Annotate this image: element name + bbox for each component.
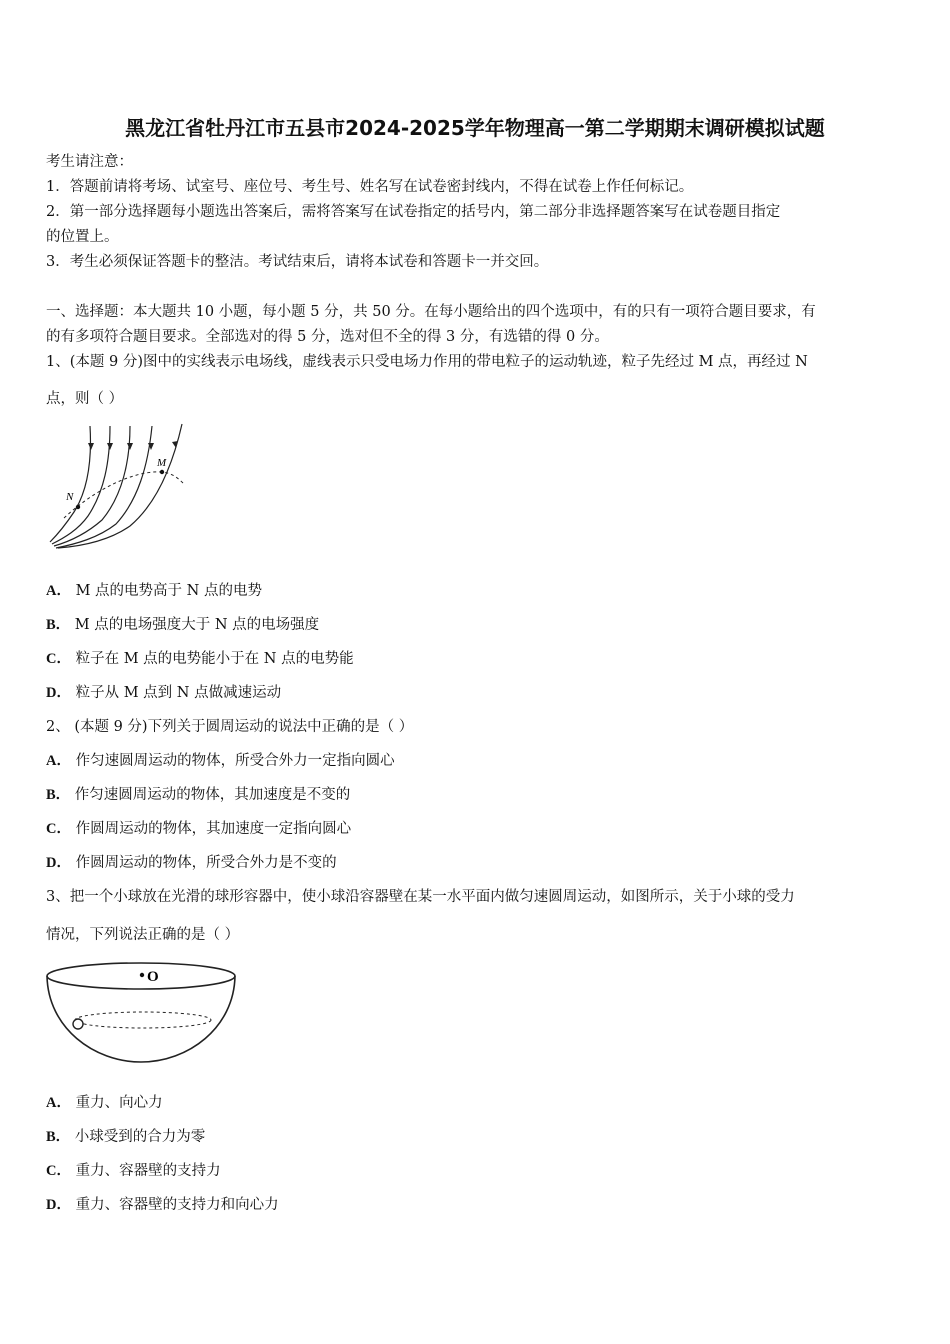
ball [73,1019,83,1029]
notice-item-2-cont: 的位置上。 [46,229,119,245]
field-arrow-1 [88,443,94,450]
option-text: 重力、容器壁的支持力 [75,1163,221,1179]
option-key: D． [46,855,71,871]
notice-item-1: 1．答题前请将考场、试室号、座位号、考生号、姓名写在试卷密封线内，不得在试卷上作任何标记。 [46,179,694,195]
field-arrow-3 [127,443,133,450]
q1-option-c[interactable] [46,648,354,670]
option-key: D． [46,685,71,701]
option-text: M 点的电场强度大于 N 点的电场强度 [74,617,320,633]
q2-option-b[interactable] [46,784,350,806]
q3-bowl-figure [44,958,244,1068]
option-key: B． [46,617,71,633]
option-key: C． [46,821,71,837]
label-m: M [157,457,167,469]
section-intro-line2: 的有多项符合题目要求。全部选对的得 5 分，选对但不全的得 3 分，有选错的得 0 分。 [46,329,609,345]
option-key: C． [46,1163,71,1179]
q1-stem-line2: 点，则（ ） [46,391,124,407]
option-text: 小球受到的合力为零 [74,1129,206,1145]
field-arrow-2 [107,443,113,450]
option-key: A． [46,753,71,769]
notice-item-3: 3．考生必须保证答题卡的整洁。考试结束后，请将本试卷和答题卡一并交回。 [46,254,549,270]
option-key: A． [46,583,71,599]
notice-item-2: 2．第一部分选择题每小题选出答案后，需将答案写在试卷指定的括号内，第二部分非选择题答案写在试卷题目指定 [46,204,781,220]
ball-path [75,1012,211,1028]
option-text: 重力、容器壁的支持力和向心力 [75,1197,279,1213]
option-text: 作圆周运动的物体，所受合外力是不变的 [75,855,337,871]
q1-option-d[interactable] [46,682,281,704]
q3-option-c[interactable] [46,1160,221,1182]
q3-stem-line1: 3、把一个小球放在光滑的球形容器中，使小球沿容器壁在某一水平面内做匀速圆周运动，如图所示，关于小球的受力 [46,889,795,905]
option-key: B． [46,1129,71,1145]
option-key: B． [46,787,71,803]
option-text: M 点的电势高于 N 点的电势 [75,583,262,599]
field-line-4 [56,426,152,548]
center-point-o [140,973,144,977]
q3-option-a[interactable] [46,1092,163,1114]
label-n: N [66,491,74,503]
option-text: 粒子从 M 点到 N 点做减速运动 [75,685,282,701]
q1-stem-line1: 1、(本题 9 分)图中的实线表示电场线，虚线表示只受电场力作用的带电粒子的运动轨迹，粒子先经过 M 点，再经过 N [46,354,808,370]
q2-stem: 2、 (本题 9 分)下列关于圆周运动的说法中正确的是（ ） [46,719,414,735]
option-text: 作圆周运动的物体，其加速度一定指向圆心 [75,821,352,837]
q2-option-a[interactable] [46,750,395,772]
field-line-1 [50,426,90,542]
page-title: 黑龙江省牡丹江市五县市2024-2025学年物理高一第二学期期末调研模拟试题 [125,116,825,140]
option-text: 粒子在 M 点的电势能小于在 N 点的电势能 [75,651,354,667]
option-key: C． [46,651,71,667]
field-line-2 [52,426,110,544]
q3-option-d[interactable] [46,1194,279,1216]
q2-option-c[interactable] [46,818,351,840]
q2-option-d[interactable] [46,852,337,874]
q1-option-b[interactable] [46,614,319,636]
q1-option-a[interactable] [46,580,262,602]
label-o: O [147,969,159,985]
option-key: A． [46,1095,71,1111]
field-line-5 [58,424,182,548]
point-m [160,470,164,474]
notice-heading: 考生请注意： [46,154,133,170]
q3-option-b[interactable] [46,1126,205,1148]
q3-stem-line2: 情况，下列说法正确的是（ ） [46,927,240,943]
option-text: 作匀速圆周运动的物体，其加速度是不变的 [74,787,351,803]
point-n [76,505,80,509]
option-key: D． [46,1197,71,1213]
option-text: 重力、向心力 [75,1095,163,1111]
q1-field-figure [44,420,194,550]
section-intro-line1: 一、选择题：本大题共 10 小题，每小题 5 分，共 50 分。在每小题给出的四个选项中，有的只有一项符合题目要求，有 [46,304,816,320]
option-text: 作匀速圆周运动的物体，所受合外力一定指向圆心 [75,753,395,769]
